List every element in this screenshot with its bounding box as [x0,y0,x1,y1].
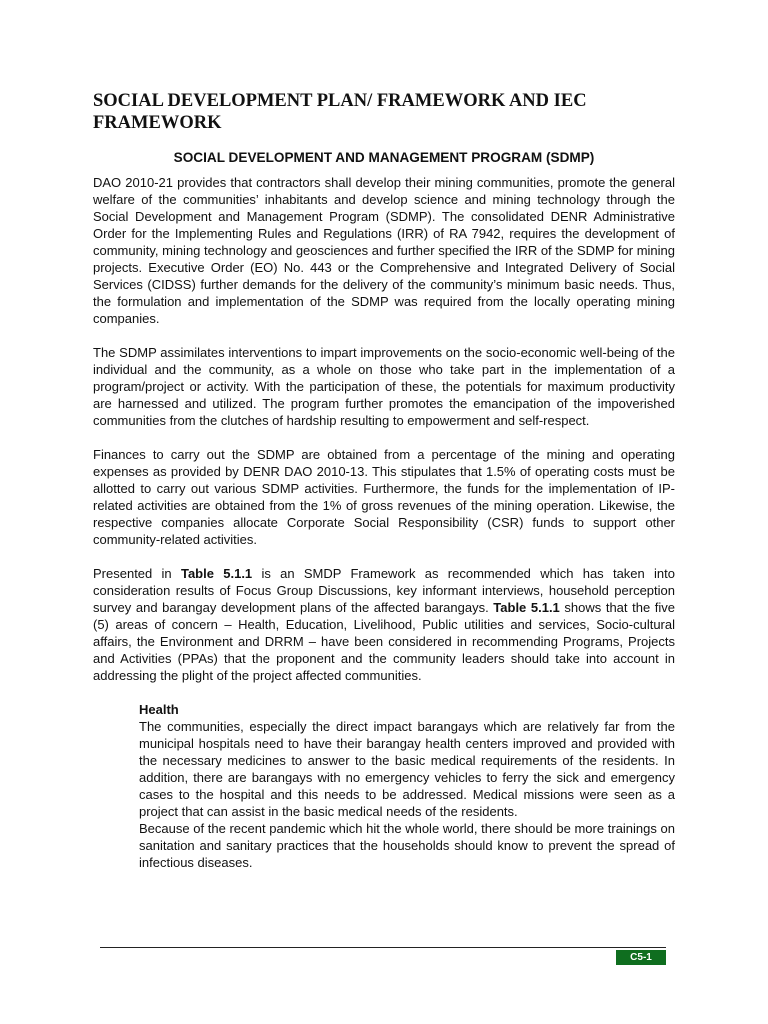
framework-text-2: is an SMDP Framework as recommended which has taken into consideration results of Focus Group Discussions, key informant interviews, household perception survey and barangay development plans of the affected barangays. [93,566,676,615]
paragraph-framework [93,565,675,684]
health-section [139,701,675,871]
table-reference: Table 5.1.1 [493,600,560,615]
health-heading: Health [139,702,179,717]
table-reference: Table 5.1.1 [180,566,253,581]
body-text [93,174,675,871]
paragraph-intro: DAO 2010-21 provides that contractors shall develop their mining communities, promote the general welfare of the communities’ inhabitants and develop science and mining technology through the Social Development and Management Program (SDMP). The consolidated DENR Administrative Order for the Implementing Rules and Regulations (IRR) of RA 7942, requires the development of community, mining technology and geosciences and further specified the IRR of the SDMP for mining projects. Executive Order (EO) No. 443 or the Comprehensive and Integrated Delivery of Social Services (CIDSS) further demands for the delivery of the community’s minimum basic needs. Thus, the formulation and implementation of the SDMP was required from the locally operating mining companies. [93,175,675,326]
framework-text-1: Presented in [93,566,181,581]
framework-text-3: shows that the five (5) areas of concern – Health, Education, Livelihood, Public utilities and services, Socio-cultural affairs, the Environment and DRRM – have been considered in recommending Programs, Projects and Activities (PPAs) that the proponent and the community leaders should take into account in addressing the plight of the project affected communities. [93,600,676,683]
section-heading: SOCIAL DEVELOPMENT AND MANAGEMENT PROGRAM (SDMP) [173,150,595,165]
page-title: SOCIAL DEVELOPMENT PLAN/ FRAMEWORK AND IEC FRAMEWORK [93,91,587,133]
paragraph-finances: Finances to carry out the SDMP are obtained from a percentage of the mining and operating expenses as provided by DENR DAO 2010-13. This stipulates that 1.5% of operating costs must be allotted to carry out various SDMP activities. Furthermore, the funds for the implementation of IP-related activities are obtained from the 1% of gross revenues of the mining operation. Likewise, the respective companies allocate Corporate Social Responsibility (CSR) funds to support other community-related activities. [93,447,675,547]
page-number-badge: C5-1 [616,950,666,965]
health-paragraph-pandemic: Because of the recent pandemic which hit the whole world, there should be more trainings on sanitation and sanitary practices that the households should know to prevent the spread of infectious diseases. [139,821,675,870]
paragraph-sdmp: The SDMP assimilates interventions to impart improvements on the socio-economic well-being of the individual and the community, as a whole on those who take part in the implementation of a program/project or activity. With the participation of these, the potentials for maximum productivity are harnessed and utilized. The program further promotes the emancipation of the impoverished communities from the clutches of hardship resulting to empowerment and self-respect. [93,345,675,428]
footer-divider [100,947,666,948]
health-paragraph: The communities, especially the direct impact barangays which are relatively far from the municipal hospitals need to have their barangay health centers improved and provided with the necessary medicines to answer to the basic medical requirements of the residents. In addition, there are barangays with no emergency vehicles to ferry the sick and emergency cases to the hospital and this needs to be addressed. Medical missions were seen as a project that can assist in the basic medical needs of the residents. [139,719,675,819]
